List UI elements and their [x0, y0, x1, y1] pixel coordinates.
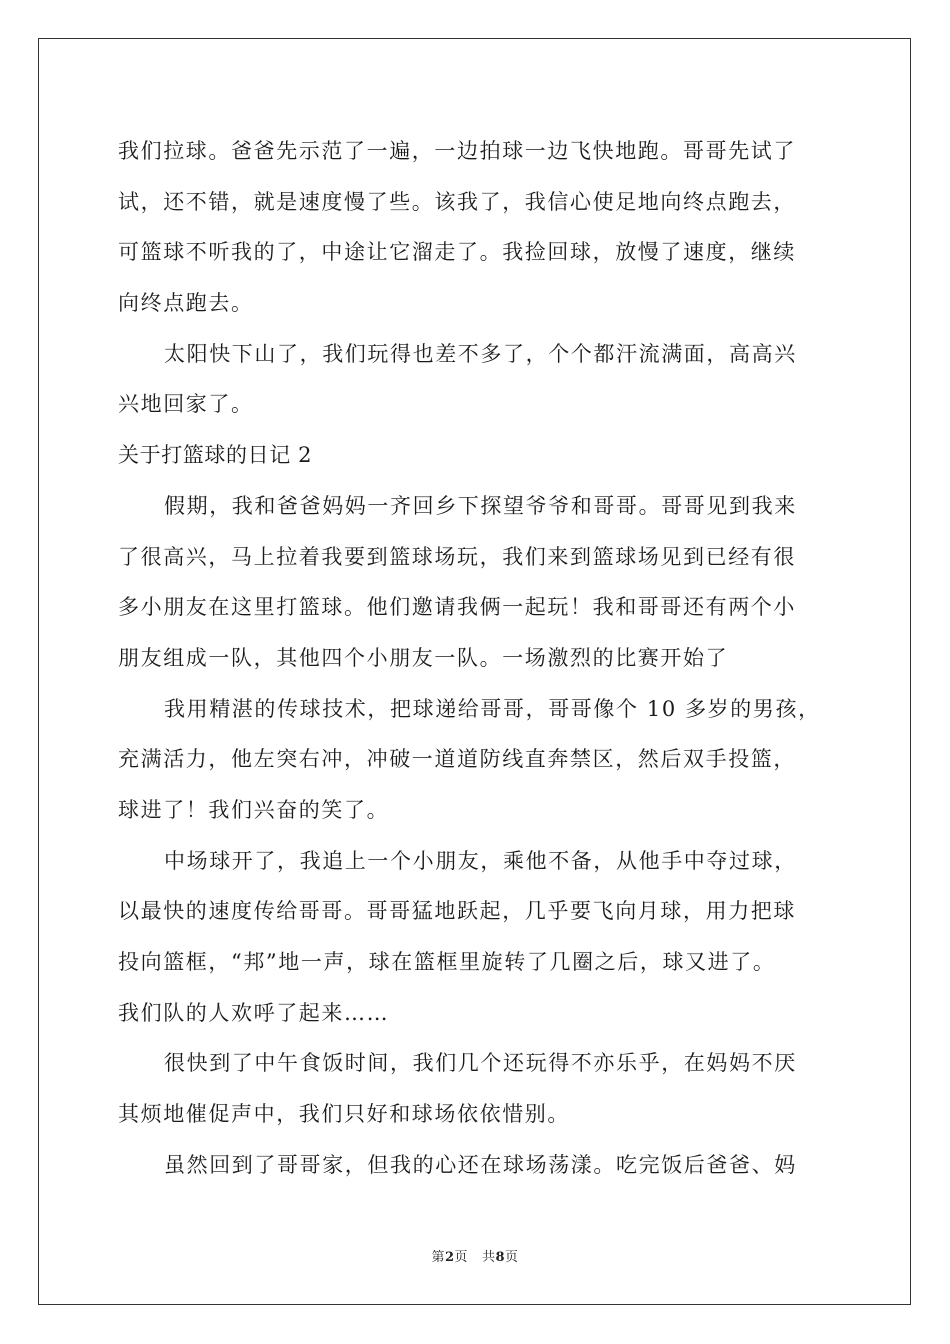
- footer-page-number: 2: [444, 1250, 455, 1265]
- text-line: 多小朋友在这里打篮球。他们邀请我俩一起玩！我和哥哥还有两个小: [118, 595, 796, 620]
- footer-page-prefix: 第: [431, 1250, 445, 1265]
- footer-total-prefix: 共: [481, 1250, 496, 1265]
- text-line: 很快到了中午食饭时间，我们几个还玩得不亦乐乎，在妈妈不厌: [164, 1051, 797, 1076]
- footer-page-suffix: 页: [454, 1250, 469, 1265]
- text-line: 虽然回到了哥哥家，但我的心还在球场荡漾。吃完饭后爸爸、妈: [164, 1152, 797, 1177]
- text-line: 以最快的速度传给哥哥。哥哥猛地跃起，几乎要飞向月球，用力把球: [118, 899, 796, 924]
- document-body: [118, 126, 853, 1190]
- text-line: 太阳快下山了，我们玩得也差不多了，个个都汗流满面，高高兴: [164, 341, 797, 366]
- text-line: 充满活力，他左突右冲，冲破一道道防线直奔禁区，然后双手投篮，: [118, 747, 796, 772]
- page-footer: [0, 1246, 950, 1265]
- text-line: 球进了！我们兴奋的笑了。: [118, 797, 390, 822]
- text-line: 兴地回家了。: [118, 392, 254, 417]
- text-line: 我们队的人欢呼了起来……: [118, 1000, 390, 1025]
- text-line: 我用精湛的传球技术，把球递给哥哥，哥哥像个 10 多岁的男孩，: [164, 696, 821, 721]
- text-line: 我们拉球。爸爸先示范了一遍，一边拍球一边飞快地跑。哥哥先试了: [118, 139, 796, 163]
- text-line: 投向篮框，“邦”地一声，球在篮框里旋转了几圈之后，球又进了。: [118, 950, 776, 974]
- footer-total-pages: 8: [495, 1250, 506, 1265]
- footer-total-suffix: 页: [505, 1250, 519, 1265]
- section-heading: 关于打篮球的日记 2: [118, 443, 313, 468]
- text-line: 试，还不错，就是速度慢了些。该我了，我信心使足地向终点跑去，: [118, 189, 796, 214]
- text-line: 了很高兴，马上拉着我要到篮球场玩，我们来到篮球场见到已经有很: [118, 544, 796, 569]
- text-line: 朋友组成一队，其他四个小朋友一队。一场激烈的比赛开始了: [118, 645, 729, 670]
- text-line: 向终点跑去。: [118, 291, 254, 316]
- text-line: 可篮球不听我的了，中途让它溜走了。我捡回球，放慢了速度，继续: [118, 240, 796, 265]
- text-line: 中场球开了，我追上一个小朋友，乘他不备，从他手中夺过球，: [164, 848, 797, 873]
- text-line: 假期，我和爸爸妈妈一齐回乡下探望爷爷和哥哥。哥哥见到我来: [164, 493, 797, 518]
- text-line: 其烦地催促声中，我们只好和球场依依惜别。: [118, 1102, 570, 1127]
